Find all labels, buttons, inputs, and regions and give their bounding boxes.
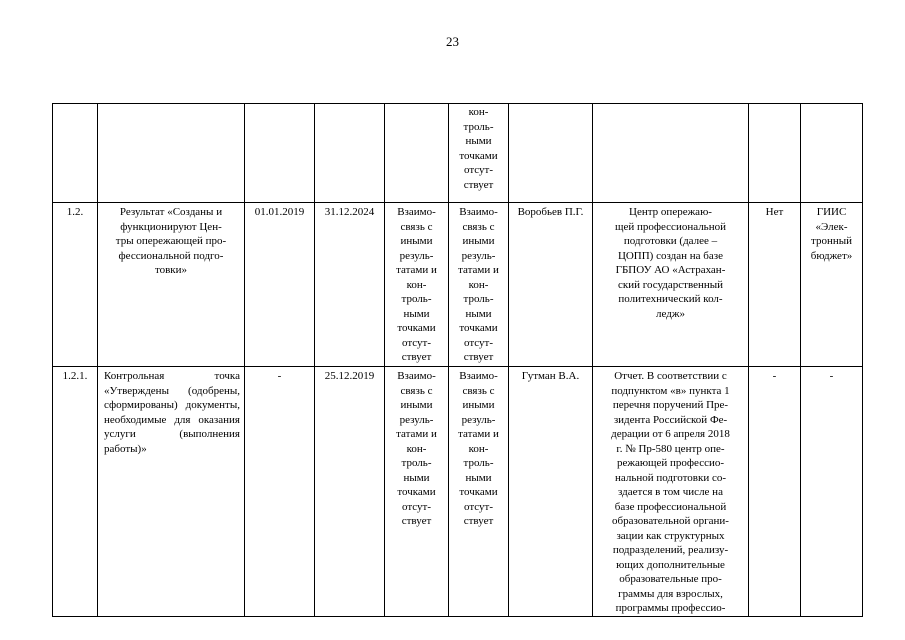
- cell-link-next: кон- троль- ными точками отсут- ствует: [449, 104, 509, 203]
- cell-flag: Нет: [749, 203, 801, 367]
- cell-link-next: Взаимо- связь с иными резуль- татами и кон- троль- ными точками отсут- ствует: [449, 203, 509, 367]
- cell-responsible: [509, 104, 593, 203]
- cell-start-date: 01.01.2019: [245, 203, 315, 367]
- cell-end-date: 25.12.2019: [315, 367, 385, 617]
- table-row: [53, 203, 863, 367]
- cell-flag: [749, 104, 801, 203]
- cell-description: Центр опережаю- щей профессиональной подготовки (далее – ЦОПП) создан на базе ГБПОУ АО «Астрахан- ский государственный политехнический кол- ледж»: [593, 203, 749, 367]
- cell-link-previous: Взаимо- связь с иными резуль- татами и кон- троль- ными точками отсут- ствует: [385, 367, 449, 617]
- table-row: [53, 367, 863, 617]
- cell-flag: -: [749, 367, 801, 617]
- cell-end-date: 31.12.2024: [315, 203, 385, 367]
- cell-end-date: [315, 104, 385, 203]
- cell-link-previous: [385, 104, 449, 203]
- cell-name: Результат «Созданы и функционируют Цен- тры опережающей про- фессиональной подго- товки»: [98, 203, 245, 367]
- cell-responsible: Воробьев П.Г.: [509, 203, 593, 367]
- cell-description: Отчет. В соответствии с подпунктом «в» пункта 1 перечня поручений Пре- зидента Российской Фе- дерации от 6 апреля 2018 г. № Пр-580 центр опе- режающей профессио- нальной подготовки со- здается в том числе на базе профессиональной образовательной органи- зации как структурных подразделений, реализу- ющих дополнительные образовательные про- граммы для взрослых, программы профессио-: [593, 367, 749, 617]
- cell-info-system: -: [801, 367, 863, 617]
- cell-start-date: [245, 104, 315, 203]
- cell-info-system: ГИИС «Элек- тронный бюджет»: [801, 203, 863, 367]
- cell-responsible: Гутман В.А.: [509, 367, 593, 617]
- cell-link-previous: Взаимо- связь с иными резуль- татами и кон- троль- ными точками отсут- ствует: [385, 203, 449, 367]
- control-points-table: [52, 103, 863, 617]
- cell-number: [53, 104, 98, 203]
- cell-name: Контрольная точка «Утверждены (одобрены, сформированы) документы, необходимые для оказания услуги (выполнения работы)»: [98, 367, 245, 617]
- cell-name: [98, 104, 245, 203]
- cell-link-next: Взаимо- связь с иными резуль- татами и кон- троль- ными точками отсут- ствует: [449, 367, 509, 617]
- cell-number: 1.2.1.: [53, 367, 98, 617]
- cell-info-system: [801, 104, 863, 203]
- cell-start-date: -: [245, 367, 315, 617]
- page-number: 23: [446, 34, 459, 49]
- cell-number: 1.2.: [53, 203, 98, 367]
- cell-description: [593, 104, 749, 203]
- table-row: [53, 104, 863, 203]
